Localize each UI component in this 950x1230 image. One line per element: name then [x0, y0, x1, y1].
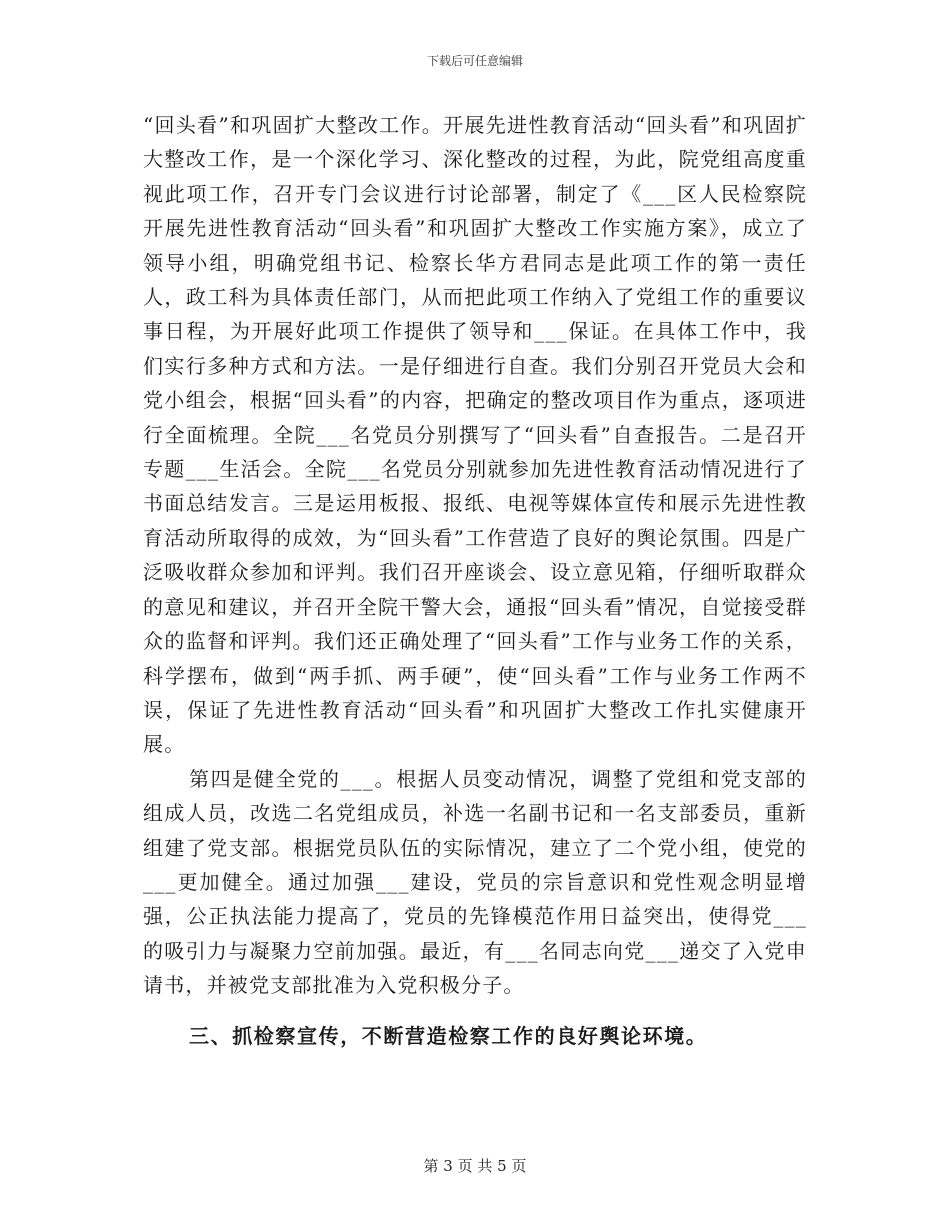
body-paragraph-1: “回头看”和巩固扩大整改工作。开展先进性教育活动“回头看”和巩固扩大整改工作，是一个深化学习、深化整改的过程，为此，院党组高度重视此项工作，召开专门会议进行讨论部署，制定了《___区人民检察院开展先进性教育活动“回头看”和巩固扩大整改工作实施方案》，成立了领导小组，明确党组书记、检察长华方君同志是此项工作的第一责任人，政工科为具体责任部门，从而把此项工作纳入了党组工作的重要议事日程，为开展好此项工作提供了领导和___保证。在具体工作中，我们实行多种方式和方法。一是仔细进行自查。我们分别召开党员大会和党小组会，根据“回头看”的内容，把确定的整改项目作为重点，逐项进行全面梳理。全院___名党员分别撰写了“回头看”自查报告。二是召开专题___生活会。全院___名党员分别就参加先进性教育活动情况进行了书面总结发言。三是运用板报、报纸、电视等媒体宣传和展示先进性教育活动所取得的成效，为“回头看”工作营造了良好的舆论氛围。四是广泛吸收群众参加和评判。我们召开座谈会、设立意见箱，仔细听取群众的意见和建议，并召开全院干警大会，通报“回头看”情况，自觉接受群众的监督和评判。我们还正确处理了“回头看”工作与业务工作的关系，科学摆布，做到“两手抓、两手硬”，使“回头看”工作与业务工作两不误，保证了先进性教育活动“回头看”和巩固扩大整改工作扎实健康开展。	[143, 113, 807, 757]
section-heading: 三、抓检察宣传，不断营造检察工作的良好舆论环境。	[189, 1023, 708, 1048]
page-number-footer: 第 3 页 共 5 页	[423, 1157, 527, 1175]
body-paragraph-2: 第四是健全党的___。根据人员变动情况，调整了党组和党支部的组成人员，改选二名党组成员，补选一名副书记和一名支部委员，重新组建了党支部。根据党员队伍的实际情况，建立了二个党小组，使党的___更加健全。通过加强___建设，党员的宗旨意识和党性观念明显增强，公正执法能力提高了，党员的先锋模范作用日益突出，使得党___的吸引力与凝聚力空前加强。最近，有___名同志向党___递交了入党申请书，并被党支部批准为入党积极分子。	[143, 766, 807, 998]
page-header: 下载后可任意编辑	[426, 54, 523, 68]
document-body	[143, 108, 807, 1053]
